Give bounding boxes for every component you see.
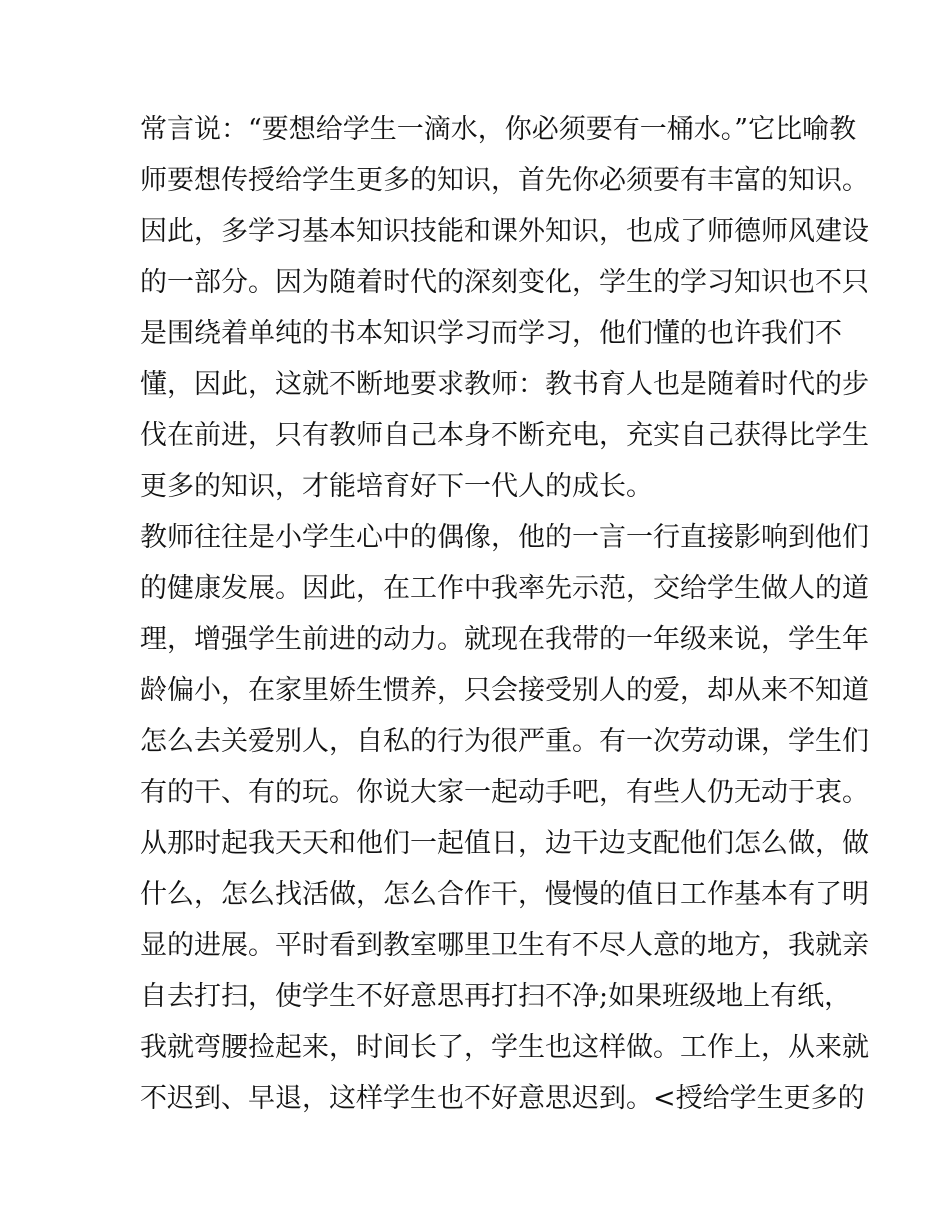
document-body [140, 104, 869, 1124]
text-line: 有的干、有的玩。你说大家一起动手吧，有些人仍无动于衷。 [140, 777, 869, 808]
text-line: 不迟到、早退，这样学生也不好意思迟到。<授给学生更多的 [140, 1083, 865, 1114]
text-line: 理，增强学生前进的动力。就现在我带的一年级来说，学生年 [140, 624, 869, 655]
text-line: 伐在前进，只有教师自己本身不断充电，充实自己获得比学生 [140, 420, 869, 451]
text-line: 因此，多学习基本知识技能和课外知识，也成了师德师风建设 [140, 216, 869, 247]
text-line: 从那时起我天天和他们一起值日，边干边支配他们怎么做，做 [140, 828, 869, 859]
text-line: 显的进展。平时看到教室哪里卫生有不尽人意的地方，我就亲 [140, 930, 869, 961]
text-line: 的健康发展。因此，在工作中我率先示范，交给学生做人的道 [140, 573, 869, 604]
text-line: 自去打扫，使学生不好意思再打扫不净;如果班级地上有纸， [140, 981, 852, 1012]
text-line: 懂，因此，这就不断地要求教师：教书育人也是随着时代的步 [140, 369, 869, 400]
text-line: 我就弯腰捡起来，时间长了，学生也这样做。工作上，从来就 [140, 1032, 869, 1063]
text-line: 的一部分。因为随着时代的深刻变化，学生的学习知识也不只 [140, 267, 869, 298]
text-line: 常言说：“要想给学生一滴水，你必须要有一桶水。”它比喻教 [140, 114, 857, 145]
text-line: 什么，怎么找活做，怎么合作干，慢慢的值日工作基本有了明 [140, 879, 869, 910]
text-line: 师要想传授给学生更多的知识，首先你必须要有丰富的知识。 [140, 165, 869, 196]
text-line: 龄偏小，在家里娇生惯养，只会接受别人的爱，却从来不知道 [140, 675, 869, 706]
text-line: 怎么去关爱别人，自私的行为很严重。有一次劳动课，学生们 [140, 726, 869, 757]
text-line: 是围绕着单纯的书本知识学习而学习，他们懂的也许我们不 [140, 318, 842, 349]
text-line: 更多的知识，才能培育好下一代人的成长。 [140, 471, 653, 502]
text-line: 教师往往是小学生心中的偶像，他的一言一行直接影响到他们 [140, 522, 869, 553]
